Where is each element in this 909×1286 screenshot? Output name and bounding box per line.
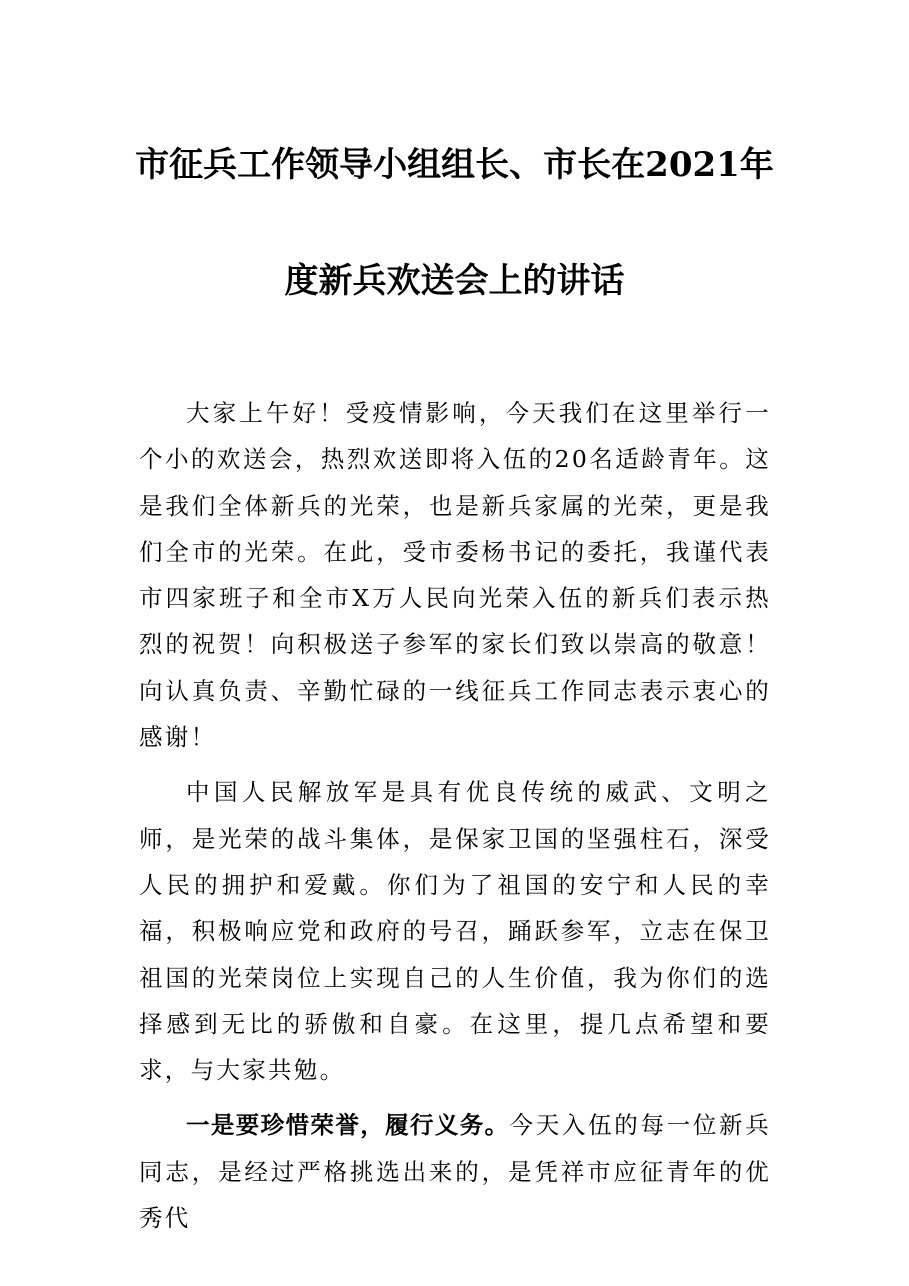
document-body [139, 390, 771, 1250]
paragraph-army-intro: 中国人民解放军是具有优良传统的威武、文明之师，是光荣的战斗集体，是保家卫国的坚强柱石，深受人民的拥护和爱戴。你们为了祖国的安宁和人民的幸福，积极响应党和政府的号召，踊跃参军，立志在保卫祖国的光荣岗位上实现自己的人生价值，我为你们的选择感到无比的骄傲和自豪。在这里，提几点希望和要求，与大家共勉。 [139, 778, 771, 1085]
document-title-line-1: 市征兵工作领导小组组长、市长在2021年 [135, 145, 774, 185]
point-one-text: 今天入伍的每一位新兵同志，是经过严格挑选出来的，是凭祥市应征青年的优秀代 [139, 1111, 772, 1233]
paragraph-greeting: 大家上午好！受疫情影响，今天我们在这里举行一个小的欢送会，热烈欢送即将入伍的20名适龄青年。这是我们全体新兵的光荣，也是新兵家属的光荣，更是我们全市的光荣。在此，受市委杨书记的委托，我谨代表市四家班子和全市X万人民向光荣入伍的新兵们表示热烈的祝贺！向积极送子参军的家长们致以崇高的敬意！向认真负责、辛勤忙碌的一线征兵工作同志表示衷心的感谢！ [139, 399, 771, 752]
paragraph-point-one [139, 1102, 771, 1241]
point-one-lead: 一是要珍惜荣誉，履行义务。 [186, 1111, 510, 1140]
document-title-line-2: 度新兵欢送会上的讲话 [284, 261, 625, 301]
